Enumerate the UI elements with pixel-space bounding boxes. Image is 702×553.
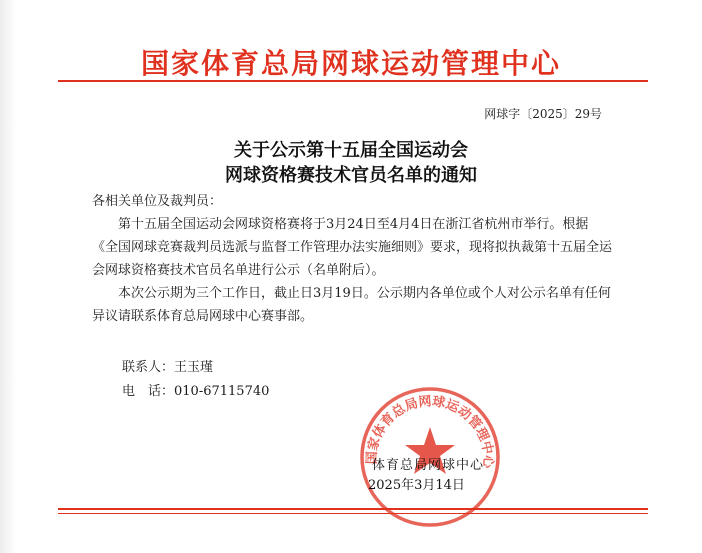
contact-phone-label: 电 话： xyxy=(122,384,175,399)
signoff-organization: 体育总局网球中心 xyxy=(372,458,485,473)
footer-red-rule-bottom xyxy=(58,513,648,514)
contact-phone-row xyxy=(122,380,269,404)
contact-phone-number: 010-67115740 xyxy=(174,384,270,399)
contact-person-label: 联系人： xyxy=(122,360,175,375)
body-paragraph-1: 第十五届全国运动会网球资格赛将于3月24日至4月4日在浙江省杭州市举行。根据《全国网球竞赛裁判员选派与监督工作管理办法实施细则》要求，现将拟执裁第十五届全运会网球资格赛技术官员名单进行公示（名单附后）。 xyxy=(92,217,613,278)
salutation: 各相关单位及裁判员： xyxy=(92,194,223,209)
contact-person-row xyxy=(122,356,269,380)
signoff-date: 2025年3月14日 xyxy=(368,478,465,493)
seal-arc-text: 国家体育总局网球运动管理中心 xyxy=(364,394,496,469)
document-number: 网球字〔2025〕29号 xyxy=(484,107,602,121)
contact-person-name: 王玉瑾 xyxy=(174,360,214,375)
notice-title-line1: 关于公示第十五届全国运动会 xyxy=(234,140,468,161)
letterhead-red-rule xyxy=(58,80,648,82)
page-edge-shadow xyxy=(0,0,16,553)
letterhead-org-name: 国家体育总局网球运动管理中心 xyxy=(140,47,561,80)
contact-block xyxy=(122,356,269,404)
body-paragraph-2: 本次公示期为三个工作日，截止日3月19日。公示期内各单位或个人对公示名单有任何异议请联系体育总局网球中心赛事部。 xyxy=(92,286,611,324)
notice-title-line2: 网球资格赛技术官员名单的通知 xyxy=(225,165,477,186)
footer-red-rule-top xyxy=(58,508,648,510)
notice-body xyxy=(92,190,612,328)
